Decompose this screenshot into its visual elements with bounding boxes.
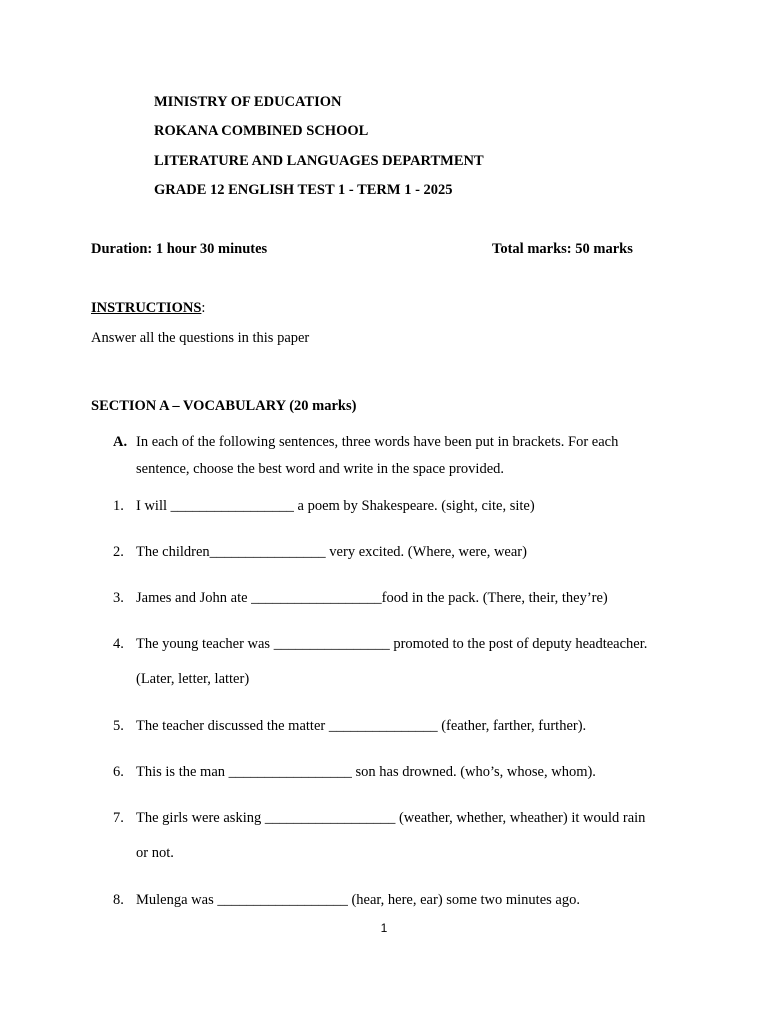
page-number: 1 <box>380 921 388 935</box>
question-number: 1. <box>113 498 124 514</box>
part-a-label: A. <box>113 434 128 450</box>
question-number: 6. <box>113 764 124 780</box>
total-marks: Total marks: 50 marks <box>492 241 633 257</box>
question-text: I will _________________ a poem by Shakespeare. (sight, cite, site) <box>136 498 535 514</box>
instructions-text: Answer all the questions in this paper <box>91 330 310 346</box>
duration: Duration: 1 hour 30 minutes <box>91 241 268 257</box>
question-text: The girls were asking __________________ (weather, whether, wheather) it would rain <box>136 810 646 826</box>
question-text: James and John ate __________________food in the pack. (There, their, they’re) <box>136 590 608 606</box>
instructions-heading: INSTRUCTIONS <box>91 300 202 316</box>
school-name: ROKANA COMBINED SCHOOL <box>154 123 369 139</box>
question-number: 7. <box>113 810 124 826</box>
question-number: 4. <box>113 636 124 652</box>
question-text: The children________________ very excited. (Where, were, wear) <box>136 544 527 560</box>
question-text-continued: or not. <box>136 845 174 861</box>
question-text: Mulenga was __________________ (hear, here, ear) some two minutes ago. <box>136 892 580 908</box>
question-text-continued: (Later, letter, latter) <box>136 671 250 687</box>
instructions-heading-line <box>91 300 205 317</box>
question-text: This is the man _________________ son has drowned. (who’s, whose, whom). <box>136 764 596 780</box>
question-text: The young teacher was ________________ promoted to the post of deputy headteacher. <box>136 636 648 652</box>
question-number: 5. <box>113 718 124 734</box>
ministry-heading: MINISTRY OF EDUCATION <box>154 94 342 110</box>
question-number: 2. <box>113 544 124 560</box>
section-a-title: SECTION A – VOCABULARY (20 marks) <box>91 398 357 414</box>
part-a-instruction-line2: sentence, choose the best word and write in the space provided. <box>136 461 505 477</box>
question-number: 3. <box>113 590 124 606</box>
instructions-colon: : <box>201 300 206 316</box>
question-text: The teacher discussed the matter _______________ (feather, farther, further). <box>136 718 587 734</box>
test-title: GRADE 12 ENGLISH TEST 1 - TERM 1 - 2025 <box>154 182 453 198</box>
department-name: LITERATURE AND LANGUAGES DEPARTMENT <box>154 153 484 169</box>
question-number: 8. <box>113 892 124 908</box>
part-a-instruction-line1: In each of the following sentences, three words have been put in brackets. For each <box>136 434 619 450</box>
